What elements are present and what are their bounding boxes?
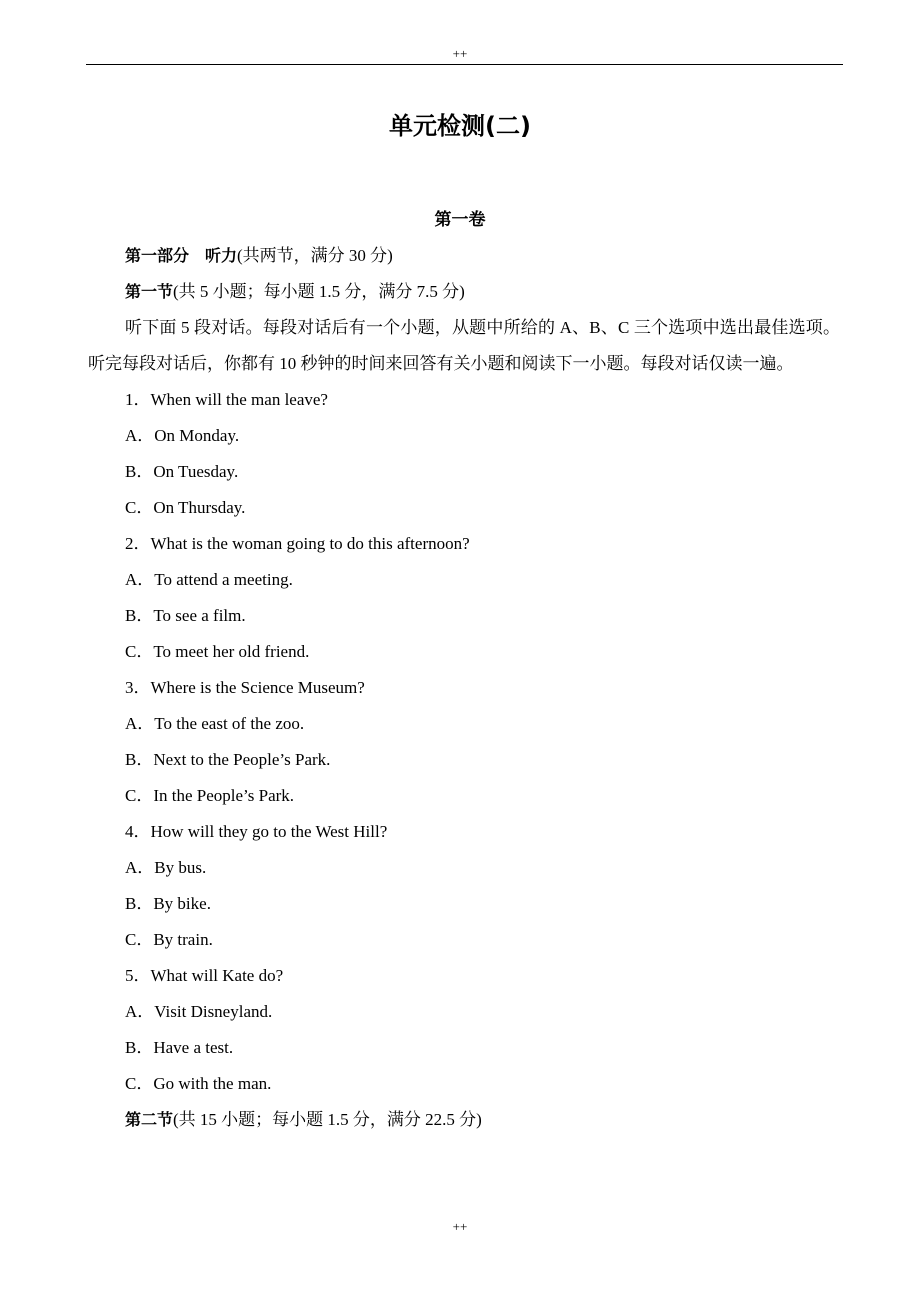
section1-rest: (共 5 小题；每小题 1.5 分，满分 7.5 分) [173, 282, 465, 301]
question-stem: 2．What is the woman going to do this afternoon? [125, 534, 470, 553]
question-option: B．Have a test. [125, 1038, 234, 1057]
question-option: A．Visit Disneyland. [125, 1002, 273, 1021]
part1-heading [88, 238, 840, 274]
section1-heading [88, 274, 840, 310]
question-option: A．To attend a meeting. [125, 570, 293, 589]
question-stem: 5．What will Kate do? [125, 966, 284, 985]
footer-mark: ++ [452, 1219, 468, 1234]
question-option: A．On Monday. [125, 426, 240, 445]
question-option: B．To see a film. [125, 606, 246, 625]
question-option: C．In the People’s Park. [125, 786, 295, 805]
question-option: C．On Thursday. [125, 498, 246, 517]
question-option: B．By bike. [125, 894, 211, 913]
question-option: A．By bus. [125, 858, 207, 877]
page-title: 单元检测(二) [389, 112, 531, 140]
section2-heading [88, 1102, 840, 1138]
question-stem: 4．How will they go to the West Hill? [125, 822, 388, 841]
document-body [88, 238, 840, 1138]
part1-rest: (共两节，满分 30 分) [237, 246, 393, 265]
instructions-paragraph: 听下面 5 段对话。每段对话后有一个小题，从题中所给的 A、B、C 三个选项中选出最佳选项。听完每段对话后，你都有 10 秒钟的时间来回答有关小题和阅读下一小题。每段对话仅读一遍。 [88, 318, 840, 373]
header-rule [86, 64, 843, 65]
section2-lead: 第二节 [125, 1110, 174, 1129]
question-option: C．Go with the man. [125, 1074, 272, 1093]
question-list [88, 382, 840, 1102]
part1-lead: 第一部分 听力 [125, 246, 238, 265]
question-option: C．By train. [125, 930, 213, 949]
section2-rest: (共 15 小题；每小题 1.5 分，满分 22.5 分) [173, 1110, 482, 1129]
question-option: B．On Tuesday. [125, 462, 239, 481]
question-option: A．To the east of the zoo. [125, 714, 305, 733]
section1-lead: 第一节 [125, 282, 174, 301]
question-option: C．To meet her old friend. [125, 642, 310, 661]
question-option: B．Next to the People’s Park. [125, 750, 331, 769]
question-stem: 3．Where is the Science Museum? [125, 678, 365, 697]
question-stem: 1．When will the man leave? [125, 390, 328, 409]
volume-heading: 第一卷 [434, 210, 486, 230]
header-mark: ++ [452, 46, 468, 61]
